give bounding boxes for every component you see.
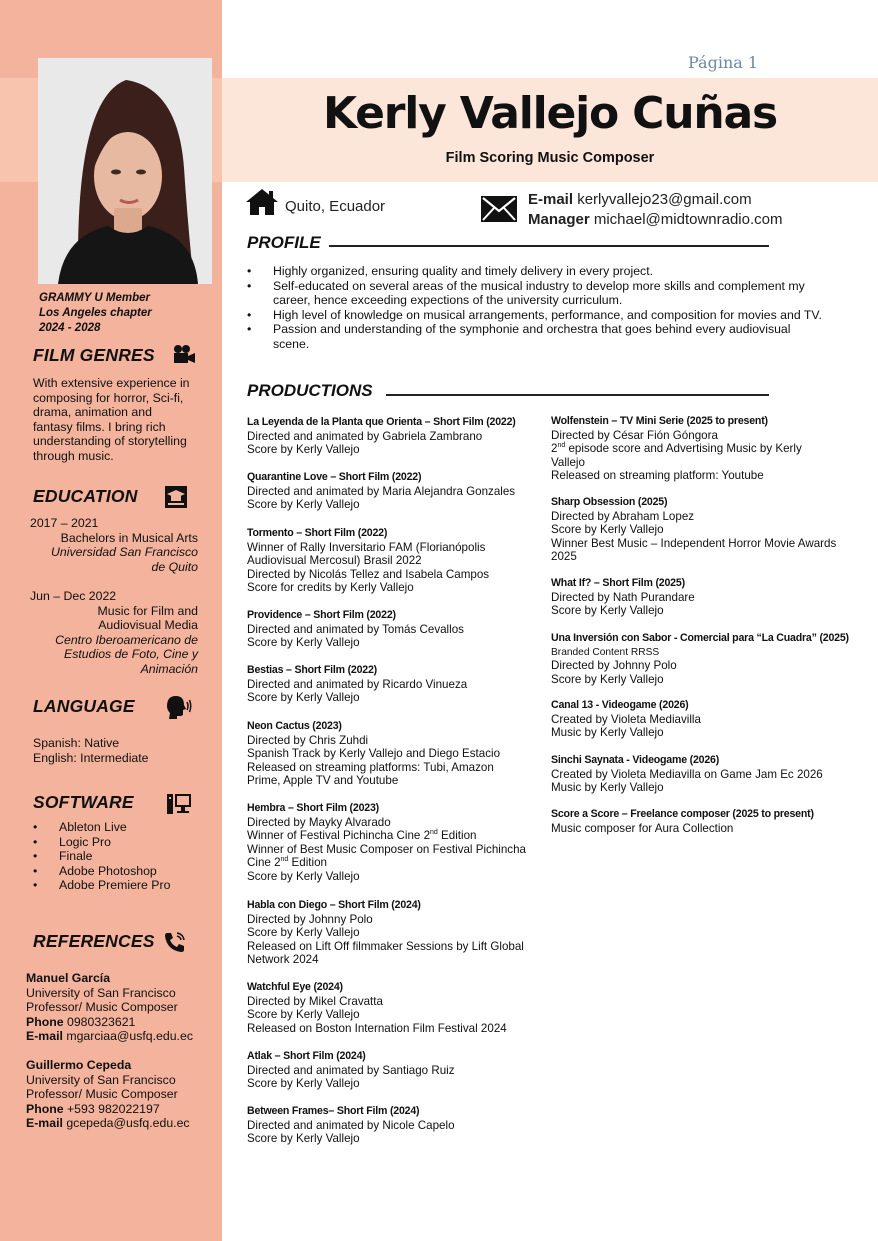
profile-item: • Passion and understanding of the symphonie and orchestra that goes behind every audiovisual scene. xyxy=(247,322,827,351)
profile-photo xyxy=(38,58,212,284)
production-detail: Score by Kerly Vallejo xyxy=(551,523,664,537)
production-detail: Music composer for Aura Collection xyxy=(551,821,734,835)
production-detail: Score by Kerly Vallejo xyxy=(247,443,360,457)
software-item: • Adobe Premiere Pro xyxy=(33,878,170,893)
manager-label: Manager xyxy=(528,211,590,228)
production-entry xyxy=(551,754,851,795)
production-title: Hembra – Short Film (2023) xyxy=(247,802,379,814)
education-school: Universidad San Francisco xyxy=(51,545,198,560)
production-detail: Network 2024 xyxy=(247,953,319,967)
software-list xyxy=(33,820,170,893)
production-detail: Directed and animated by Maria Alejandra Gonzales xyxy=(247,484,516,498)
production-entry xyxy=(247,1105,547,1146)
production-detail: Score by Kerly Vallejo xyxy=(551,672,664,686)
production-title: Tormento – Short Film (2022) xyxy=(247,527,388,539)
reference-phone-label: Phone xyxy=(26,1014,64,1029)
profile-item: • Self-educated on several areas of the musical industry to develop more skills and complement my career, hence exceeding expections of the university curriculum. xyxy=(247,279,827,308)
productions-heading: PRODUCTIONS xyxy=(247,381,373,400)
production-detail: Score by Kerly Vallejo xyxy=(247,636,360,650)
graduation-cap-icon xyxy=(164,485,188,514)
production-detail: Music by Kerly Vallejo xyxy=(551,726,664,740)
software-item: • Logic Pro xyxy=(33,835,170,850)
profile-list xyxy=(247,264,827,352)
home-icon xyxy=(245,188,279,221)
production-detail: Directed and animated by Santiago Ruiz xyxy=(247,1063,455,1077)
production-entry xyxy=(247,664,547,705)
production-detail: Created by Violeta Mediavilla on Game Jam Ec 2026 xyxy=(551,767,823,781)
film-genres-line: composing for horror, Sci-fi, xyxy=(33,390,184,405)
reference-email[interactable]: mgarciaa@usfq.edu.ec xyxy=(66,1029,193,1044)
email-link[interactable]: kerlyvallejo23@gmail.com xyxy=(577,191,752,208)
production-detail: 2025 xyxy=(551,550,577,564)
education-school: Centro Iberoamericano de xyxy=(55,632,198,647)
production-detail: Score by Kerly Vallejo xyxy=(247,926,360,940)
production-title: Wolfenstein – TV Mini Serie (2025 to present) xyxy=(551,415,768,427)
reference-email-label: E-mail xyxy=(26,1116,63,1131)
production-title: La Leyenda de la Planta que Orienta – Short Film (2022) xyxy=(247,416,516,428)
reference-email-row xyxy=(26,1116,190,1131)
production-detail: Directed by Nath Purandare xyxy=(551,590,695,604)
production-entry xyxy=(247,609,547,650)
production-entry xyxy=(551,808,851,835)
production-detail: Winner of Festival Pichincha Cine 2nd Edition xyxy=(247,829,477,843)
production-entry xyxy=(551,699,851,740)
production-entry xyxy=(247,471,547,512)
software-item: • Adobe Photoshop xyxy=(33,864,170,879)
production-detail: Directed by Abraham Lopez xyxy=(551,509,695,523)
production-detail: Released on streaming platform: Youtube xyxy=(551,469,764,483)
production-detail: Directed by Johnny Polo xyxy=(247,912,373,926)
education-degree: Bachelors in Musical Arts xyxy=(60,530,198,545)
reference-org: University of San Francisco xyxy=(26,1072,176,1087)
production-entry xyxy=(247,416,547,457)
production-entry xyxy=(247,899,547,967)
film-genres-text xyxy=(33,376,190,464)
profile-item: • High level of knowledge on musical arrangements, performance, and composition for movies and TV. xyxy=(247,308,827,323)
reference-2 xyxy=(26,1058,190,1131)
production-title: Sinchi Saynata - Videogame (2026) xyxy=(551,754,720,766)
production-entry xyxy=(247,802,547,884)
reference-phone: 0980323621 xyxy=(67,1014,136,1029)
education-entry-2 xyxy=(30,589,198,677)
production-detail: Released on streaming platforms: Tubi, Amazon xyxy=(247,760,494,774)
production-detail: Directed by Chris Zuhdi xyxy=(247,733,369,747)
production-detail: Score by Kerly Vallejo xyxy=(247,691,360,705)
production-title: Watchful Eye (2024) xyxy=(247,981,343,993)
production-entry xyxy=(247,720,547,788)
references-heading: REFERENCES xyxy=(33,931,155,951)
production-detail: Directed and animated by Ricardo Vinueza xyxy=(247,677,468,691)
production-detail: Cine 2nd Edition xyxy=(247,856,327,870)
production-title: Providence – Short Film (2022) xyxy=(247,609,396,621)
production-detail: Score by Kerly Vallejo xyxy=(247,498,360,512)
production-entry xyxy=(247,1050,547,1091)
production-title: Atlak – Short Film (2024) xyxy=(247,1050,366,1062)
production-detail: Winner of Best Music Composer on Festival Pichincha xyxy=(247,842,527,856)
reference-email-label: E-mail xyxy=(26,1029,63,1044)
education-entry-1 xyxy=(30,516,198,574)
production-detail: Score by Kerly Vallejo xyxy=(551,604,664,618)
film-genres-heading: FILM GENRES xyxy=(33,345,155,365)
language-line: English: Intermediate xyxy=(33,750,149,765)
film-genres-line: With extensive experience in xyxy=(33,376,190,390)
production-title: Canal 13 - Videogame (2026) xyxy=(551,699,689,711)
production-title: Habla con Diego – Short Film (2024) xyxy=(247,899,421,911)
page-label: Página 1 xyxy=(688,53,759,72)
film-genres-line: understanding of storytelling xyxy=(33,434,187,449)
reference-title: Professor/ Music Composer xyxy=(26,1087,178,1102)
production-detail: Score by Kerly Vallejo xyxy=(247,1008,360,1022)
reference-name: Guillermo Cepeda xyxy=(26,1058,132,1072)
profile-divider xyxy=(329,245,769,247)
production-detail: Directed and animated by Tomás Cevallos xyxy=(247,622,464,636)
production-entry xyxy=(551,577,851,618)
production-detail: Winner Best Music – Independent Horror Movie Awards xyxy=(551,536,837,550)
envelope-icon xyxy=(480,195,518,228)
production-title: Una Inversión con Sabor - Comercial para “La Cuadra” (2025) xyxy=(551,632,849,644)
production-detail: Created by Violeta Mediavilla xyxy=(551,712,701,726)
production-detail: Score by Kerly Vallejo xyxy=(247,1132,360,1146)
education-degree: Audiovisual Media xyxy=(98,618,198,633)
education-school: Animación xyxy=(140,661,198,676)
grammy-line-2: Los Angeles chapter xyxy=(39,307,152,319)
production-detail: Audiovisual Mercosul) Brasil 2022 xyxy=(247,554,422,568)
email-row xyxy=(528,191,752,208)
reference-org: University of San Francisco xyxy=(26,985,176,1000)
location-text: Quito, Ecuador xyxy=(285,198,386,215)
software-heading: SOFTWARE xyxy=(33,792,134,812)
education-heading: EDUCATION xyxy=(33,486,138,506)
film-genres-line: fantasy films. I bring rich xyxy=(33,419,166,434)
education-school: Estudios de Foto, Cine y xyxy=(64,647,198,662)
production-title: Between Frames– Short Film (2024) xyxy=(247,1105,420,1117)
production-title: Sharp Obsession (2025) xyxy=(551,496,668,508)
education-date: 2017 – 2021 xyxy=(30,516,99,530)
reference-title: Professor/ Music Composer xyxy=(26,1000,178,1015)
production-title: Score a Score – Freelance composer (2025 to present) xyxy=(551,808,814,820)
reference-phone-row xyxy=(26,1015,193,1030)
reference-email[interactable]: gcepeda@usfq.edu.ec xyxy=(66,1116,190,1131)
production-detail: Spanish Track by Kerly Vallejo and Diego Estacio xyxy=(247,747,501,761)
profile-item: • Highly organized, ensuring quality and timely delivery in every project. xyxy=(247,264,827,279)
education-degree: Music for Film and xyxy=(97,603,198,618)
language-list xyxy=(33,736,149,765)
language-heading: LANGUAGE xyxy=(33,696,135,716)
production-detail: Music by Kerly Vallejo xyxy=(551,781,664,795)
software-item: • Finale xyxy=(33,849,170,864)
production-detail: Score by Kerly Vallejo xyxy=(247,869,360,883)
education-date: Jun – Dec 2022 xyxy=(30,589,117,603)
reference-name: Manuel García xyxy=(26,971,111,985)
grammy-membership xyxy=(39,291,152,336)
reference-1 xyxy=(26,971,193,1044)
phone-icon xyxy=(163,930,187,959)
production-entry xyxy=(247,527,547,595)
reference-phone-row xyxy=(26,1102,190,1117)
production-title: Neon Cactus (2023) xyxy=(247,720,342,732)
production-title: Bestias – Short Film (2022) xyxy=(247,664,378,676)
production-detail: Directed by Nicolás Tellez and Isabela Campos xyxy=(247,567,490,581)
production-detail: Released on Boston Internation Film Festival 2024 xyxy=(247,1021,507,1035)
production-detail: Directed and animated by Gabriela Zambrano xyxy=(247,429,483,443)
production-detail: Released on Lift Off filmmaker Sessions by Lift Global xyxy=(247,939,524,953)
production-entry xyxy=(551,496,851,564)
production-detail: Score for credits by Kerly Vallejo xyxy=(247,581,414,595)
profile-heading: PROFILE xyxy=(247,233,321,252)
film-genres-line: drama, animation and xyxy=(33,405,152,420)
production-detail: Vallejo xyxy=(551,455,585,469)
education-school: de Quito xyxy=(151,559,198,574)
reference-phone-label: Phone xyxy=(26,1101,64,1116)
production-entry xyxy=(551,415,851,483)
email-label: E-mail xyxy=(528,191,574,208)
film-genres-line: through music. xyxy=(33,448,114,463)
grammy-line-1: GRAMMY U Member xyxy=(39,292,150,304)
software-item: • Ableton Live xyxy=(33,820,170,835)
production-detail: Prime, Apple TV and Youtube xyxy=(247,774,399,788)
production-detail: Directed by Johnny Polo xyxy=(551,659,677,673)
speaking-head-icon xyxy=(164,694,192,725)
production-detail: Directed and animated by Nicole Capelo xyxy=(247,1118,455,1132)
production-title: What If? – Short Film (2025) xyxy=(551,577,685,589)
productions-divider xyxy=(386,394,769,396)
production-title: Quarantine Love – Short Film (2022) xyxy=(247,471,422,483)
computer-icon xyxy=(164,792,192,821)
candidate-name: Kerly Vallejo Cuñas xyxy=(323,88,777,139)
manager-email-link[interactable]: michael@midtownradio.com xyxy=(593,211,783,228)
production-detail: Winner of Rally Inversitario FAM (Florianópolis xyxy=(247,540,486,554)
production-detail: Directed by Mayky Alvarado xyxy=(247,815,391,829)
movie-camera-icon xyxy=(172,344,196,371)
grammy-line-3: 2024 - 2028 xyxy=(39,322,101,334)
production-detail: Directed by César Fión Góngora xyxy=(551,428,718,442)
language-line: Spanish: Native xyxy=(33,736,120,750)
reference-email-row xyxy=(26,1029,193,1044)
production-entry xyxy=(247,981,547,1035)
production-subtitle: Branded Content RRSS xyxy=(551,646,660,658)
production-detail: 2nd episode score and Advertising Music by Kerly xyxy=(551,442,802,456)
candidate-role: Film Scoring Music Composer xyxy=(445,150,655,166)
production-detail: Directed by Mikel Cravatta xyxy=(247,994,383,1008)
reference-phone: +593 982022197 xyxy=(67,1101,160,1116)
production-entry xyxy=(551,632,851,686)
manager-row xyxy=(528,211,783,228)
production-detail: Score by Kerly Vallejo xyxy=(247,1077,360,1091)
